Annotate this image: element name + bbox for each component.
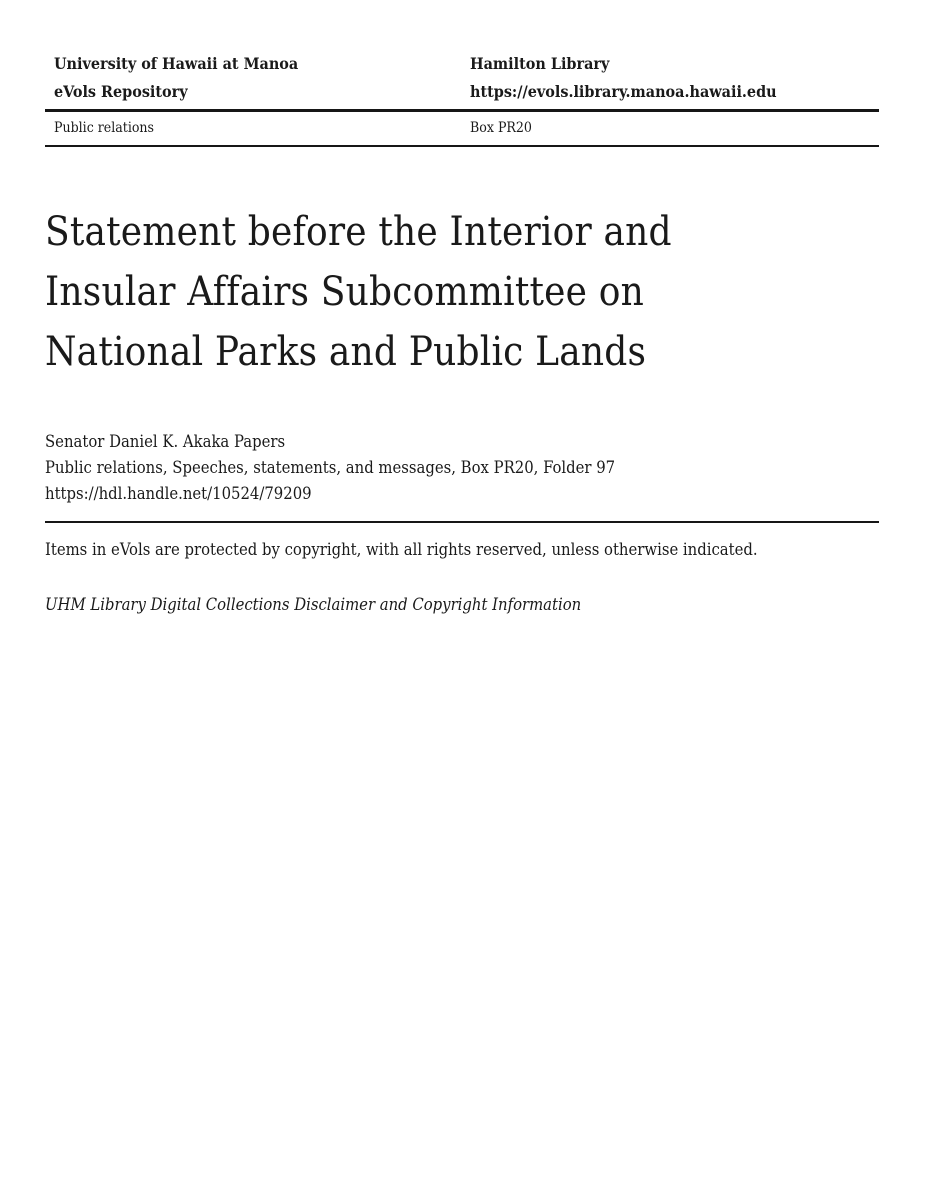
rights-statement: Items in eVols are protected by copyright, with all rights reserved, unless otherwise indicated. [45, 540, 758, 559]
letterhead-sub-row [45, 112, 879, 147]
letterhead-left-column [54, 50, 470, 106]
handle-url[interactable]: https://hdl.handle.net/10524/79209 [45, 484, 312, 503]
institution-name: University of Hawaii at Manoa [54, 54, 299, 73]
repository-url[interactable]: https://evols.library.manoa.hawaii.edu [470, 82, 777, 101]
letterhead-right-column [470, 50, 879, 106]
library-name: Hamilton Library [470, 54, 610, 73]
letterhead [45, 50, 879, 112]
repository-name: eVols Repository [54, 82, 188, 101]
disclaimer-link[interactable]: UHM Library Digital Collections Disclaimer and Copyright Information [45, 595, 582, 614]
metadata-divider-rule [45, 521, 879, 523]
folder-location: Public relations, Speeches, statements, and messages, Box PR20, Folder 97 [45, 458, 616, 477]
series-label: Public relations [54, 120, 155, 136]
page-title-line-3: National Parks and Public Lands [45, 329, 647, 375]
item-metadata [45, 429, 879, 507]
page-title [45, 202, 879, 382]
letterhead-main-row [45, 50, 879, 106]
collection-name: Senator Daniel K. Akaka Papers [45, 432, 286, 451]
box-label: Box PR20 [470, 120, 532, 136]
page-title-line-2: Insular Affairs Subcommittee on [45, 269, 644, 315]
page-title-line-1: Statement before the Interior and [45, 209, 672, 255]
